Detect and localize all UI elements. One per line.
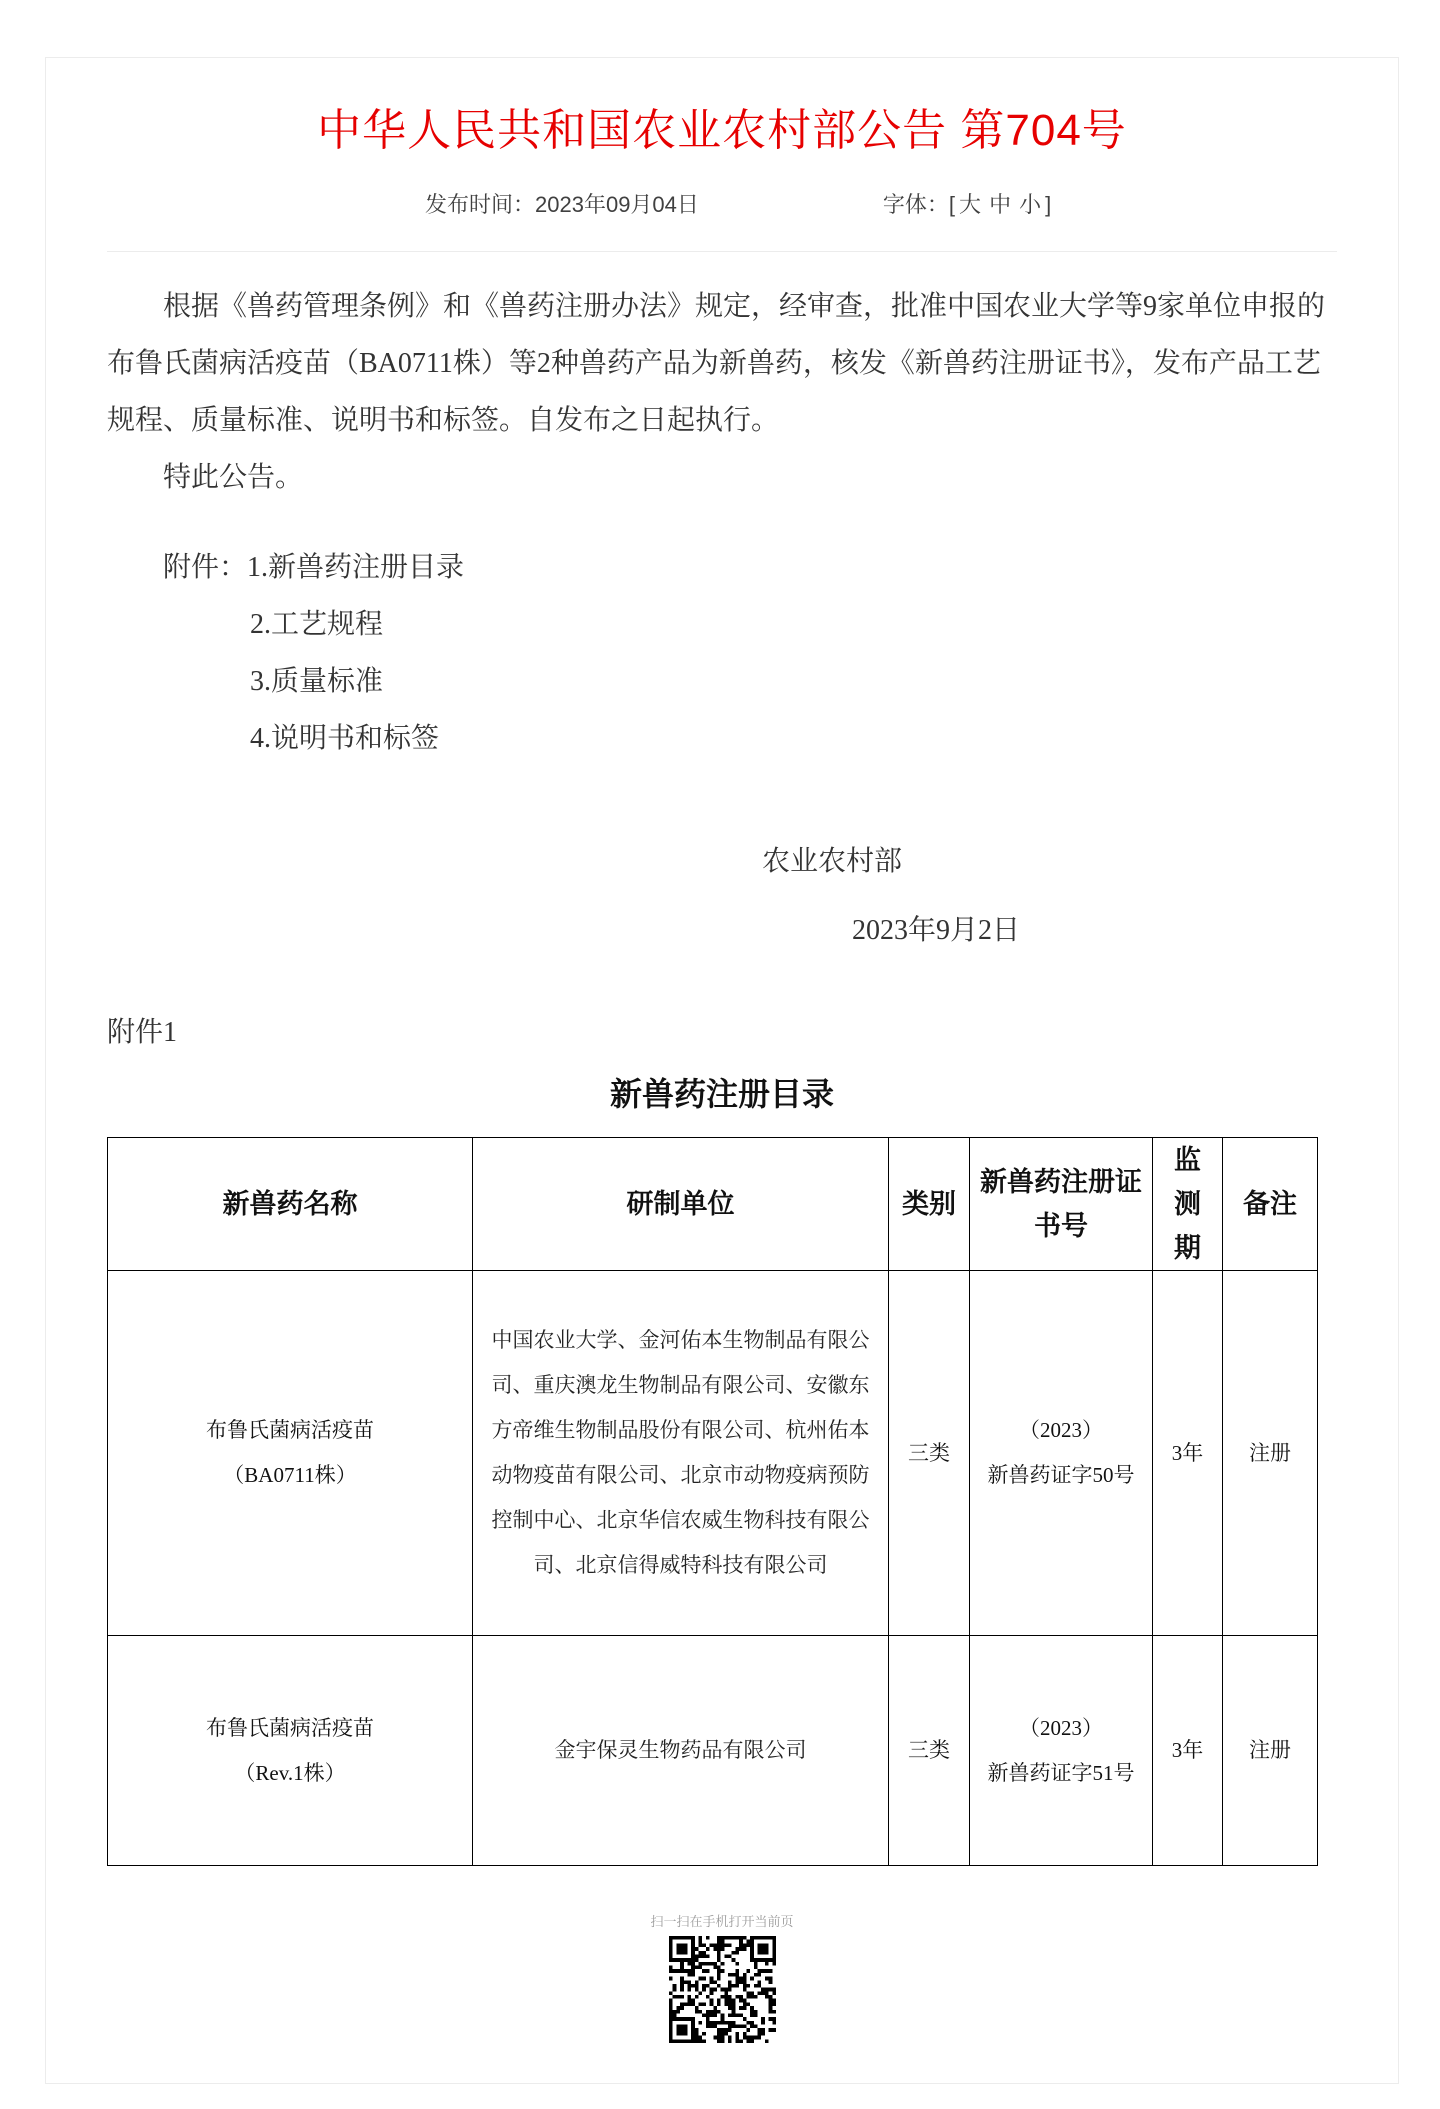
attachment-item-1: 1.新兽药注册目录 [247,552,465,583]
font-size-control [883,188,1051,219]
cert-line2: 新兽药证字51号 [987,1760,1135,1785]
font-size-large[interactable]: 大 [959,192,982,217]
closing-paragraph: 特此公告。 [163,462,304,493]
page-title: 中华人民共和国农业农村部公告 第704号 [317,106,1127,155]
table-row [108,1271,1318,1636]
scan-tip-text: 扫一扫在手机打开当前页 [650,1914,794,1929]
cell-remark: 注册 [1223,1271,1318,1636]
col-header-category: 类别 [889,1138,970,1271]
drug-name-line2: （Rev.1株） [234,1760,346,1785]
signature-block [107,833,1337,959]
col-header-cert-number: 新兽药注册证书号 [970,1138,1153,1271]
signature-date: 2023年9月2日 [851,915,1020,946]
cell-monitor-period: 3年 [1153,1636,1223,1866]
attachment-item-2: 2.工艺规程 [250,609,384,640]
bracket-open: [ [948,192,956,217]
cell-remark: 注册 [1223,1636,1318,1866]
publish-time [425,188,699,219]
annex-label: 附件1 [107,1017,178,1048]
signer-name: 农业农村部 [761,846,902,877]
cell-category: 三类 [889,1271,970,1636]
qr-code-icon [669,1936,776,2043]
cert-line1: （2023） [1019,1715,1103,1740]
registry-table [107,1137,1318,1866]
cell-monitor-period: 3年 [1153,1271,1223,1636]
bracket-close: ] [1045,192,1052,217]
publish-time-value: 2023年09月04日 [535,192,699,217]
attachments-list [107,539,1337,767]
cell-category: 三类 [889,1636,970,1866]
font-size-small[interactable]: 小 [1019,192,1042,217]
cert-line2: 新兽药证字50号 [987,1463,1135,1487]
cell-developer: 金宇保灵生物药品有限公司 [473,1636,889,1866]
cert-line1: （2023） [1019,1418,1103,1442]
header-divider [107,251,1337,252]
meta-row [107,188,1337,219]
attachments-label: 附件： [163,552,248,583]
publish-time-label: 发布时间： [425,192,536,217]
cell-drug-name [108,1636,473,1866]
font-size-medium[interactable]: 中 [989,192,1012,217]
qr-code-container [107,1936,1337,2043]
attachment-item-4: 4.说明书和标签 [250,723,440,754]
col-header-drug-name: 新兽药名称 [108,1138,473,1271]
announcement-paragraph: 根据《兽药管理条例》和《兽药注册办法》规定，经审查，批准中国农业大学等9家单位申报的布鲁氏菌病活疫苗（BA0711株）等2种兽药产品为新兽药，核发《新兽药注册证书》，发布产品工艺规程、质量标准、说明书和标签。自发布之日起执行。 [107,291,1326,436]
attachment-line-1 [107,539,1337,596]
cell-developer: 中国农业大学、金河佑本生物制品有限公司、重庆澳龙生物制品有限公司、安徽东方帝维生物制品股份有限公司、杭州佑本动物疫苗有限公司、北京市动物疫病预防控制中心、北京华信农威生物科技有限公司、北京信得威特科技有限公司 [473,1271,889,1636]
table-title: 新兽药注册目录 [609,1076,834,1112]
cell-cert-number [970,1271,1153,1636]
drug-name-line2: （BA0711株） [223,1463,357,1487]
table-row [108,1636,1318,1866]
font-size-label: 字体： [882,192,949,217]
col-header-developer: 研制单位 [473,1138,889,1271]
document-card [45,57,1399,2084]
drug-name-line1: 布鲁氏菌病活疫苗 [206,1715,374,1740]
attachment-item-3: 3.质量标准 [250,666,384,697]
cell-cert-number [970,1636,1153,1866]
cell-drug-name [108,1271,473,1636]
page-footer [107,1911,1337,2043]
table-header-row [108,1138,1318,1271]
drug-name-line1: 布鲁氏菌病活疫苗 [206,1418,374,1442]
col-header-monitor-period: 监测期 [1153,1138,1223,1271]
col-header-remark: 备注 [1223,1138,1318,1271]
